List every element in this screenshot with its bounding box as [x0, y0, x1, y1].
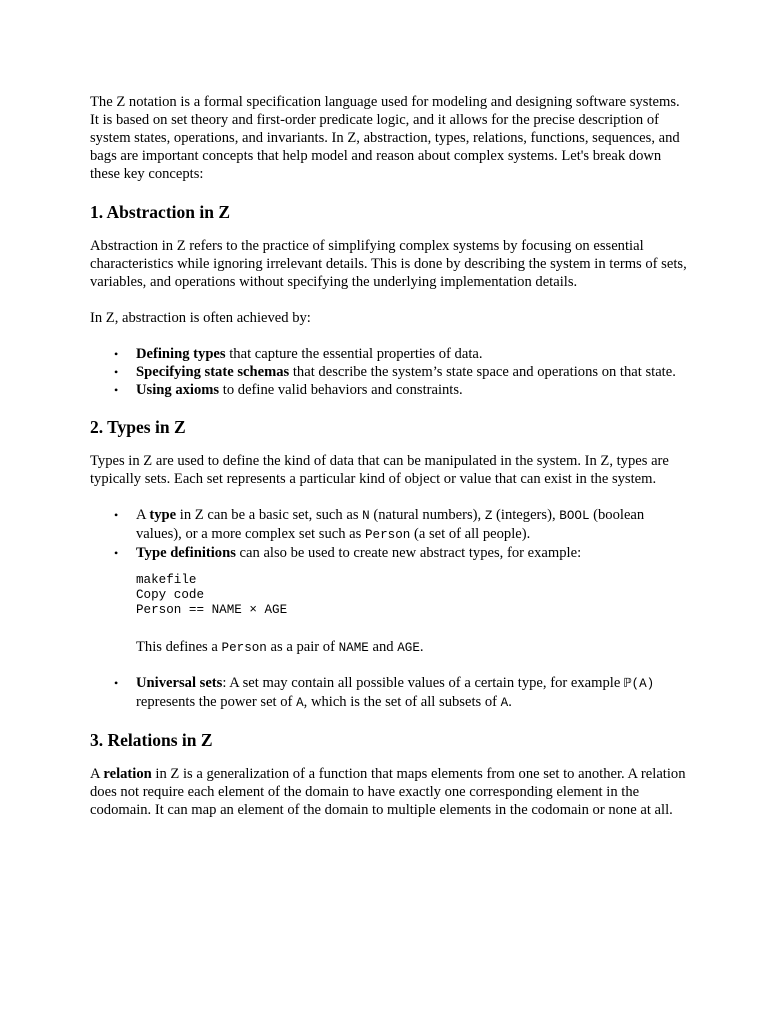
- section-heading-abstraction: 1. Abstraction in Z: [90, 202, 231, 222]
- list-item-text: represents the power set of: [136, 694, 297, 710]
- list-item: [114, 381, 690, 399]
- paragraph-bold: relation: [103, 766, 152, 782]
- types-paragraph: Types in Z are used to define the kind of data that can be manipulated in the system. In Z, types are typically sets. Each set represents a particular kind of object or value that can exist in the system.: [90, 453, 669, 487]
- section-heading-relations: 3. Relations in Z: [90, 730, 213, 750]
- types-list: [90, 506, 690, 712]
- list-item: [114, 674, 690, 712]
- code-line: makefile: [136, 573, 197, 587]
- bullet-icon: •: [114, 508, 119, 522]
- list-item-bold: Universal sets: [136, 675, 223, 691]
- list-item-text: in Z can be a basic set, such as: [176, 507, 363, 523]
- list-item-text: can also be used to create new abstract types, for example:: [235, 545, 582, 561]
- relations-paragraph: [90, 765, 690, 819]
- bullet-icon: •: [114, 347, 119, 361]
- inline-code: NAME: [338, 641, 369, 655]
- inline-code: Person: [221, 641, 267, 655]
- inline-code: A: [500, 696, 509, 710]
- list-item-text: , which is the set of all subsets of: [303, 694, 501, 710]
- abstraction-list: [90, 345, 690, 399]
- section-heading-types: 2. Types in Z: [90, 417, 186, 437]
- inline-code: N: [362, 509, 370, 523]
- inline-code: Person: [364, 528, 411, 542]
- list-item-bold: Defining types: [136, 346, 226, 362]
- list-item-text: (integers),: [492, 507, 560, 523]
- list-item-text: (natural numbers),: [369, 507, 485, 523]
- note-text: This defines a: [136, 639, 222, 655]
- code-line: Person == NAME × AGE: [136, 603, 288, 617]
- list-item-bold: type: [149, 507, 177, 523]
- list-item-text: A: [136, 507, 150, 523]
- list-item: [114, 345, 690, 363]
- code-explanation: [136, 638, 690, 657]
- list-item-text: that describe the system’s state space and operations on that state.: [289, 364, 676, 380]
- inline-code: A: [296, 696, 304, 710]
- paragraph-text: A: [90, 766, 104, 782]
- list-item-bold: Using axioms: [136, 382, 220, 398]
- list-item: [114, 544, 690, 657]
- note-text: and: [368, 639, 398, 655]
- list-item-bold: Type definitions: [136, 545, 236, 561]
- abstraction-lead-in: In Z, abstraction is often achieved by:: [90, 310, 311, 326]
- bullet-icon: •: [114, 383, 119, 397]
- list-item: [114, 506, 690, 544]
- code-line: Copy code: [136, 588, 205, 602]
- inline-code: BOOL: [559, 509, 590, 523]
- code-block: [136, 573, 690, 618]
- bullet-icon: •: [114, 546, 119, 560]
- list-item-text: : A set may contain all possible values of a certain type, for example: [222, 675, 624, 691]
- document-body: [90, 93, 690, 837]
- inline-code: Z: [484, 509, 493, 523]
- bullet-icon: •: [114, 676, 119, 690]
- note-text: as a pair of: [266, 639, 339, 655]
- list-item-text: that capture the essential properties of data.: [225, 346, 483, 362]
- list-item-text: (a set of all people).: [410, 526, 531, 542]
- list-item: [114, 363, 690, 381]
- list-item-text: (boolean values), or a more complex set such as: [136, 507, 645, 542]
- inline-code: ℙ(A): [623, 677, 655, 691]
- list-item-bold: Specifying state schemas: [136, 364, 290, 380]
- bullet-icon: •: [114, 365, 119, 379]
- list-item-text: .: [508, 694, 512, 710]
- list-item-text: to define valid behaviors and constraints.: [219, 382, 463, 398]
- inline-code: AGE: [397, 641, 420, 655]
- abstraction-paragraph: Abstraction in Z refers to the practice of simplifying complex systems by focusing on essential characteristics while ignoring irrelevant details. This is done by describing the system in terms of sets, variables, and operations without specifying the underlying implementation details.: [90, 238, 687, 290]
- paragraph-text: in Z is a generalization of a function that maps elements from one set to another. A relation does not require each element of the domain to have exactly one corresponding element in the codomain. It can map an element of the domain to multiple elements in the codomain or none at all.: [90, 766, 686, 818]
- note-text: .: [419, 639, 424, 655]
- intro-paragraph: The Z notation is a formal specification language used for modeling and designing software systems. It is based on set theory and first-order predicate logic, and it allows for the precise description of system states, operations, and invariants. In Z, abstraction, types, relations, functions, sequences, and bags are important concepts that help model and reason about complex systems. Let's break down these key concepts:: [90, 94, 680, 182]
